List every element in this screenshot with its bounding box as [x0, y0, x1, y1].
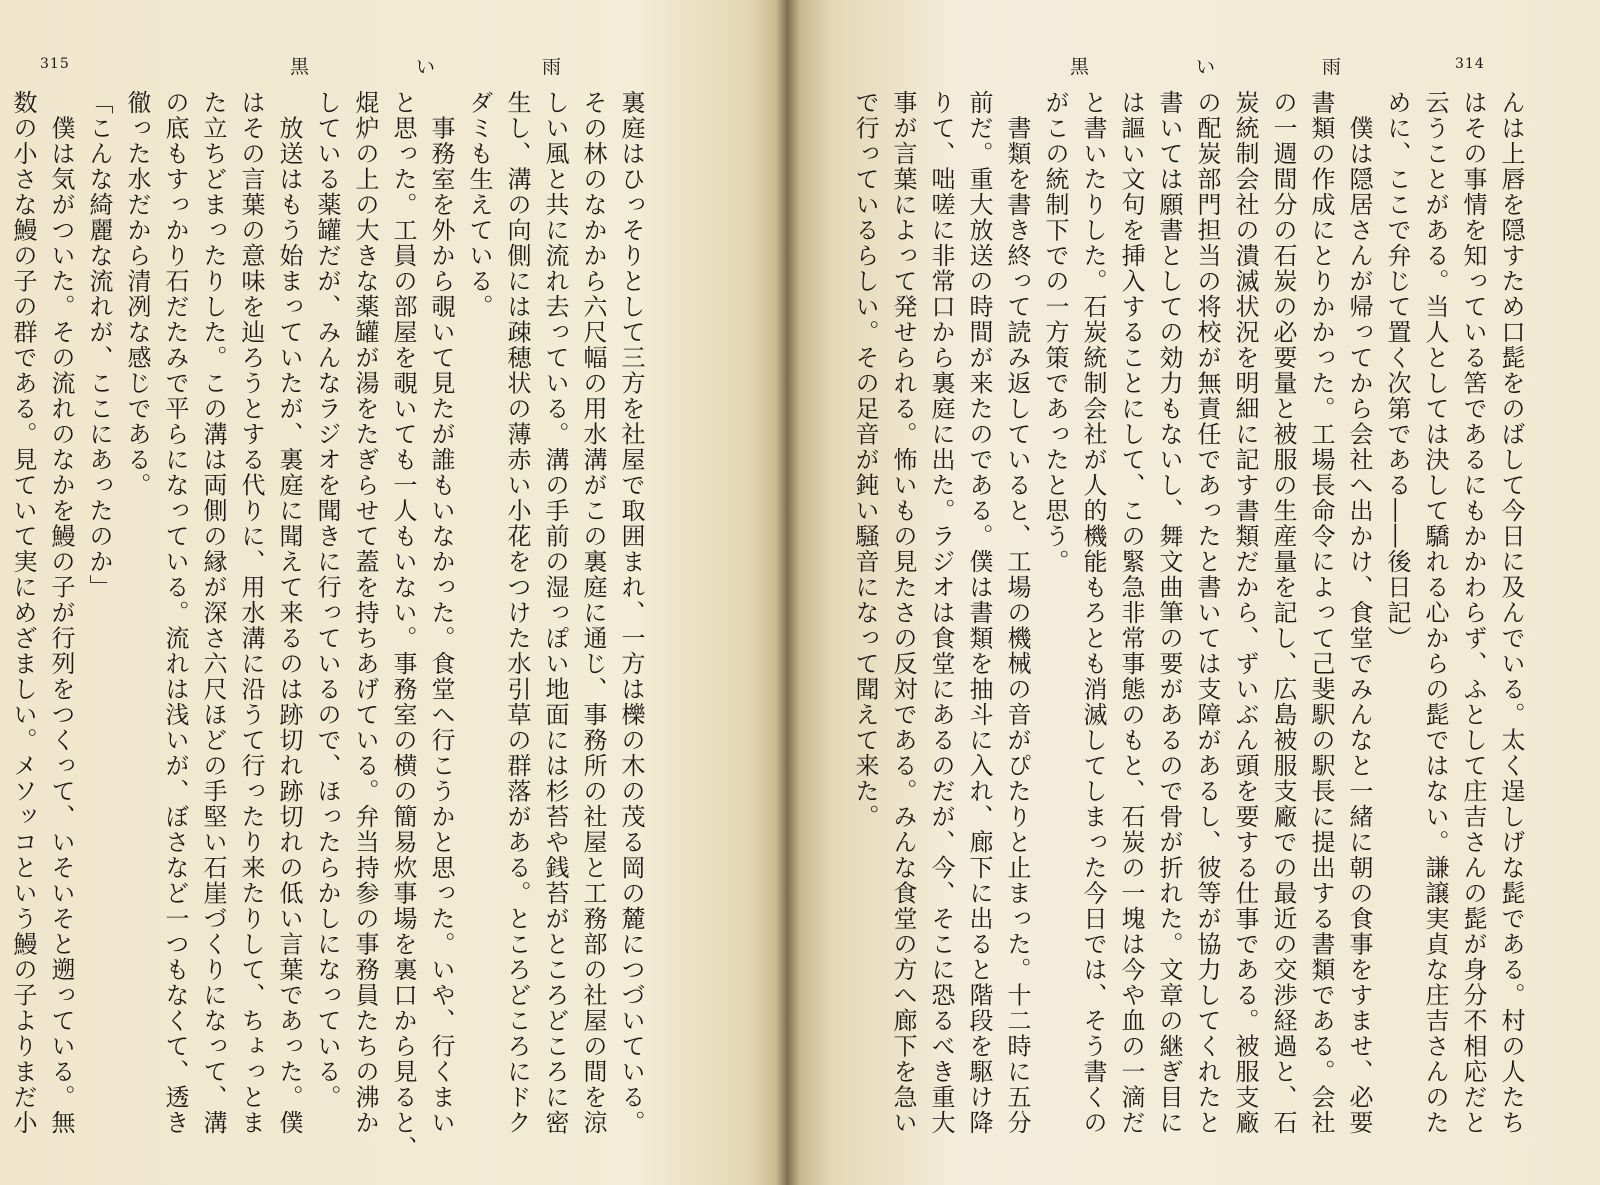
text-column: 生し、溝の向側には疎穂状の薄赤い小花をつけた水引草の群落がある。ところどころにドク — [503, 90, 531, 1136]
left-running-title: 黒 い 雨 — [290, 56, 606, 78]
text-column: 前だ。重大放送の時間が来たのである。僕は書類を抽斗に入れ、廊下に出ると階段を駆け降 — [965, 90, 993, 1136]
text-column: 書類を書き終って読み返していると、工場の機械の音がぴたりと止まった。十二時に五分 — [1003, 90, 1031, 1136]
text-column: 焜炉の上の大きな薬罐が湯をたぎらせて蓋を持ちあげている。弁当持参の事務員たちの沸か — [351, 90, 379, 1136]
text-column: はその事情を知っている筈であるにもかかわらず、ふとして庄吉さんの髭が身分不相応だと — [1459, 90, 1487, 1136]
text-column: で行っているらしい。その足音が鈍い騒音になって聞えて来た。 — [851, 90, 879, 830]
right-page — [780, 0, 1600, 1185]
text-column: 書いては願書としての効力もないし、舞文曲筆の要があるので骨が折れた。文章の継ぎ目に — [1155, 90, 1183, 1136]
text-column: はその言葉の意味を辿ろうとする代りに、用水溝に沿うて行ったり来たりして、ちょっとま — [237, 90, 265, 1136]
right-page-number: 314 — [1455, 56, 1485, 72]
text-column: の配炭部門担当の将校が無責任であったと書いては支障があるし、彼等が協力してくれたと — [1193, 90, 1221, 1136]
text-column: 云うことがある。当人としては決して驕れる心からの髭ではない。謙譲実貞な庄吉さんのた — [1421, 90, 1449, 1136]
text-column: しい風と共に流れ去っている。溝の手前の湿っぽい地面には杉苔や銭苔がところどころに密 — [541, 90, 569, 1136]
text-column: ダミも生えている。 — [465, 90, 493, 320]
text-column: している薬罐だが、みんなラジオを聞きに行っているので、ほったらかしになっている。 — [313, 90, 341, 1110]
text-column: た立ちどまったりした。この溝は両側の縁が深さ六尺ほどの手堅い石崖づくりになって、溝 — [199, 90, 227, 1136]
text-column: 放送はもう始まっていたが、裏庭に聞えて来るのは跡切れ跡切れの低い言葉であった。僕 — [275, 90, 303, 1136]
text-column: と書いたりした。石炭統制会社が人的機能もろとも消滅してしまった今日では、そう書くの — [1079, 90, 1107, 1136]
text-column: は謳い文句を挿入することにして、この緊急非常事態のもと、石炭の一塊は今や血の一滴だ — [1117, 90, 1145, 1136]
text-column: 徹った水だから清冽な感じである。 — [123, 90, 151, 498]
text-column: がこの統制下での一方策であったと思う。 — [1041, 90, 1069, 575]
text-column: りて、咄嗟に非常口から裏庭に出た。ラジオは食堂にあるのだが、今、そこに恐るべき重大 — [927, 90, 955, 1136]
text-column: 事務室を外から覗いて見たが誰もいなかった。食堂へ行こうかと思った。いや、行くまい — [427, 90, 455, 1136]
text-column: と思った。工員の部屋を覗いても一人もいない。事務室の横の簡易炊事場を裏口から見ると、 — [389, 90, 417, 1161]
text-column: 裏庭はひっそりとして三方を社屋で取囲まれ、一方は櫟の木の茂る岡の麓につづいている。 — [617, 90, 645, 1136]
left-page — [0, 0, 770, 1185]
left-page-number: 315 — [40, 56, 70, 72]
text-column: 僕は気がついた。その流れのなかを鰻の子が行列をつくって、いそいそと遡っている。無 — [47, 90, 75, 1136]
left-body-text — [9, 90, 650, 1161]
right-running-title: 黒 い 雨 — [1070, 56, 1386, 78]
text-column: 書類の作成にとりかかった。工場長命令によって己斐駅の駅長に提出する書類である。会社 — [1307, 90, 1335, 1136]
text-column: 「こんな綺麗な流れが、ここにあったのか」 — [85, 90, 113, 600]
text-column: その林のなかから六尺幅の用水溝がこの裏庭に通じ、事務所の社屋と工務部の社屋の間を涼 — [579, 90, 607, 1136]
text-column: 数の小さな鰻の子の群である。見ていて実にめざましい。メソッコという鰻の子よりまだ小 — [9, 90, 37, 1136]
text-column: めに、ここで弁じて置く次第である――後日記） — [1383, 90, 1411, 651]
text-column: 炭統制会社の潰滅状況を明細に記す書類だから、ずいぶん頭を要する仕事である。被服支廠 — [1231, 90, 1259, 1136]
text-column: 僕は隠居さんが帰ってから会社へ出かけ、食堂でみんなと一緒に朝の食事をすませ、必要 — [1345, 90, 1373, 1136]
text-column: 事が言葉によって発せられる。怖いもの見たさの反対である。みんな食堂の方へ廊下を急い — [889, 90, 917, 1136]
text-column — [0, 90, 4, 1090]
text-column: の底もすっかり石だたみで平らになっている。流れは浅いが、ぼさなど一つもなくて、透き — [161, 90, 189, 1136]
right-body-text — [840, 90, 1530, 1136]
text-column: んは上唇を隠すため口髭をのばして今日に及んでいる。太く逞しげな髭である。村の人たち — [1497, 90, 1525, 1136]
text-column: の一週間分の石炭の必要量と被服の生産量を記し、広島被服支廠での最近の交渉経過と、石 — [1269, 90, 1297, 1136]
